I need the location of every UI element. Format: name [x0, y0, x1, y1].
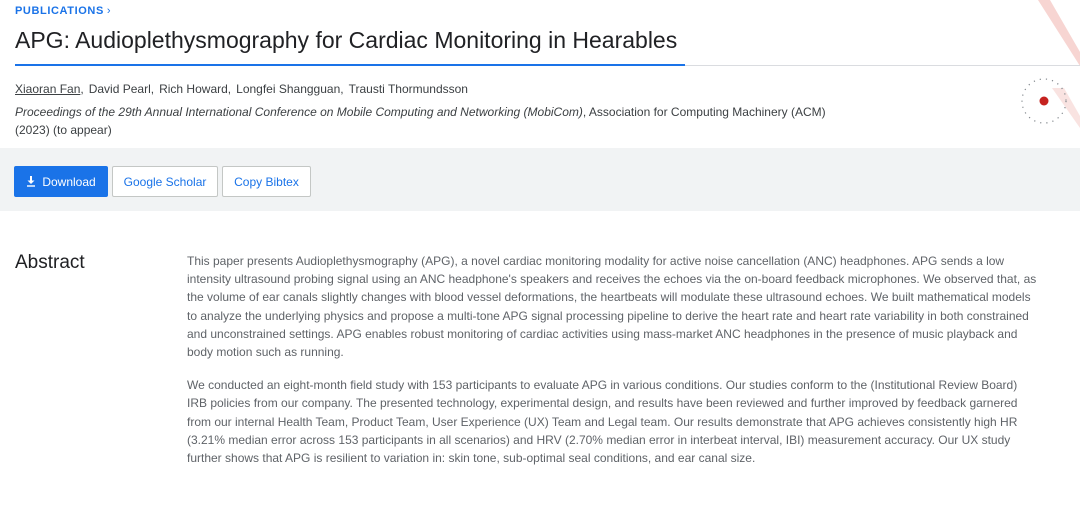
conference-name: Proceedings of the 29th Annual International Conference on Mobile Computing and Networking (MobiCom) — [15, 105, 583, 119]
author-separator: , — [80, 82, 84, 96]
chevron-right-icon: › — [106, 5, 112, 17]
download-icon — [26, 176, 36, 187]
author-name: Longfei Shangguan — [236, 82, 341, 96]
breadcrumb-publications-link[interactable]: PUBLICATIONS — [15, 5, 104, 17]
download-label: Download — [42, 174, 96, 189]
abstract-paragraph: This paper presents Audioplethysmography (APG), a novel cardiac monitoring modality for active noise cancellation (ANC) headphones. APG sends a low intensity ultrasound probing signal using an ANC headphone's speakers and receives the echoes via the on-board feedback microphones. We observed that, as the volume of ear canals slightly changes with blood vessel deformations, the heartbeats will modulate these ultrasound echoes. We built mathematical models to analyze the underlying physics and propose a multi-tone APG signal processing pipeline to derive the heart rate and heart rate variability in both constrained and unconstrained settings. APG enables robust monitoring of cardiac activities using mass-market ANC headphones in the presence of music playback and body motion such as running. — [187, 254, 1037, 360]
actions-bar — [0, 148, 1080, 211]
publication-venue — [15, 103, 845, 139]
page-title: APG: Audioplethysmography for Cardiac Monitoring in Hearables — [15, 27, 678, 53]
header-divider — [685, 65, 1080, 66]
download-button[interactable] — [14, 166, 108, 197]
author-name: David Pearl — [88, 82, 151, 96]
abstract-paragraph: We conducted an eight-month field study with 153 participants to evaluate APG in various conditions. Our studies conform to the (Institutional Review Board) IRB policies from our company. The presented technology, experimental design, and results have been reviewed and further improved by feedback garnered from our internal Health Team, Product Team, User Experience (UX) Team and Legal team. Our results demonstrate that APG achieves consistently high HR (3.21% median error across 153 participants in all scenarios) and HRV (2.70% median error in interbeat interval, IBI) measurement accuracy. Our UX study further shows that APG is resilient to variation in: skin tone, sub-optimal seal conditions, and ear canal size. — [187, 378, 1018, 466]
author-list — [15, 82, 468, 96]
breadcrumb[interactable] — [15, 5, 111, 17]
abstract-body — [187, 252, 1037, 482]
author-separator: , — [150, 82, 155, 96]
author-name: Rich Howard — [159, 82, 228, 96]
author-name: Trausti Thormundsson — [348, 82, 468, 96]
author-link[interactable]: Xiaoran Fan — [15, 82, 81, 96]
decorative-ribbon-lower — [1052, 88, 1080, 128]
copy-bibtex-button[interactable]: Copy Bibtex — [222, 166, 311, 197]
decorative-ribbon — [1038, 0, 1080, 66]
abstract-heading: Abstract — [15, 252, 85, 273]
decorative-graphic — [960, 0, 1080, 140]
publisher-info: , Association for Computing Machinery (ACM) (2023) (to appear) — [15, 105, 826, 137]
author-separator: , — [227, 82, 232, 96]
title-underline — [15, 64, 685, 66]
google-scholar-button[interactable]: Google Scholar — [112, 166, 218, 197]
author-separator: , — [340, 82, 344, 96]
decorative-red-dot — [1040, 97, 1049, 106]
